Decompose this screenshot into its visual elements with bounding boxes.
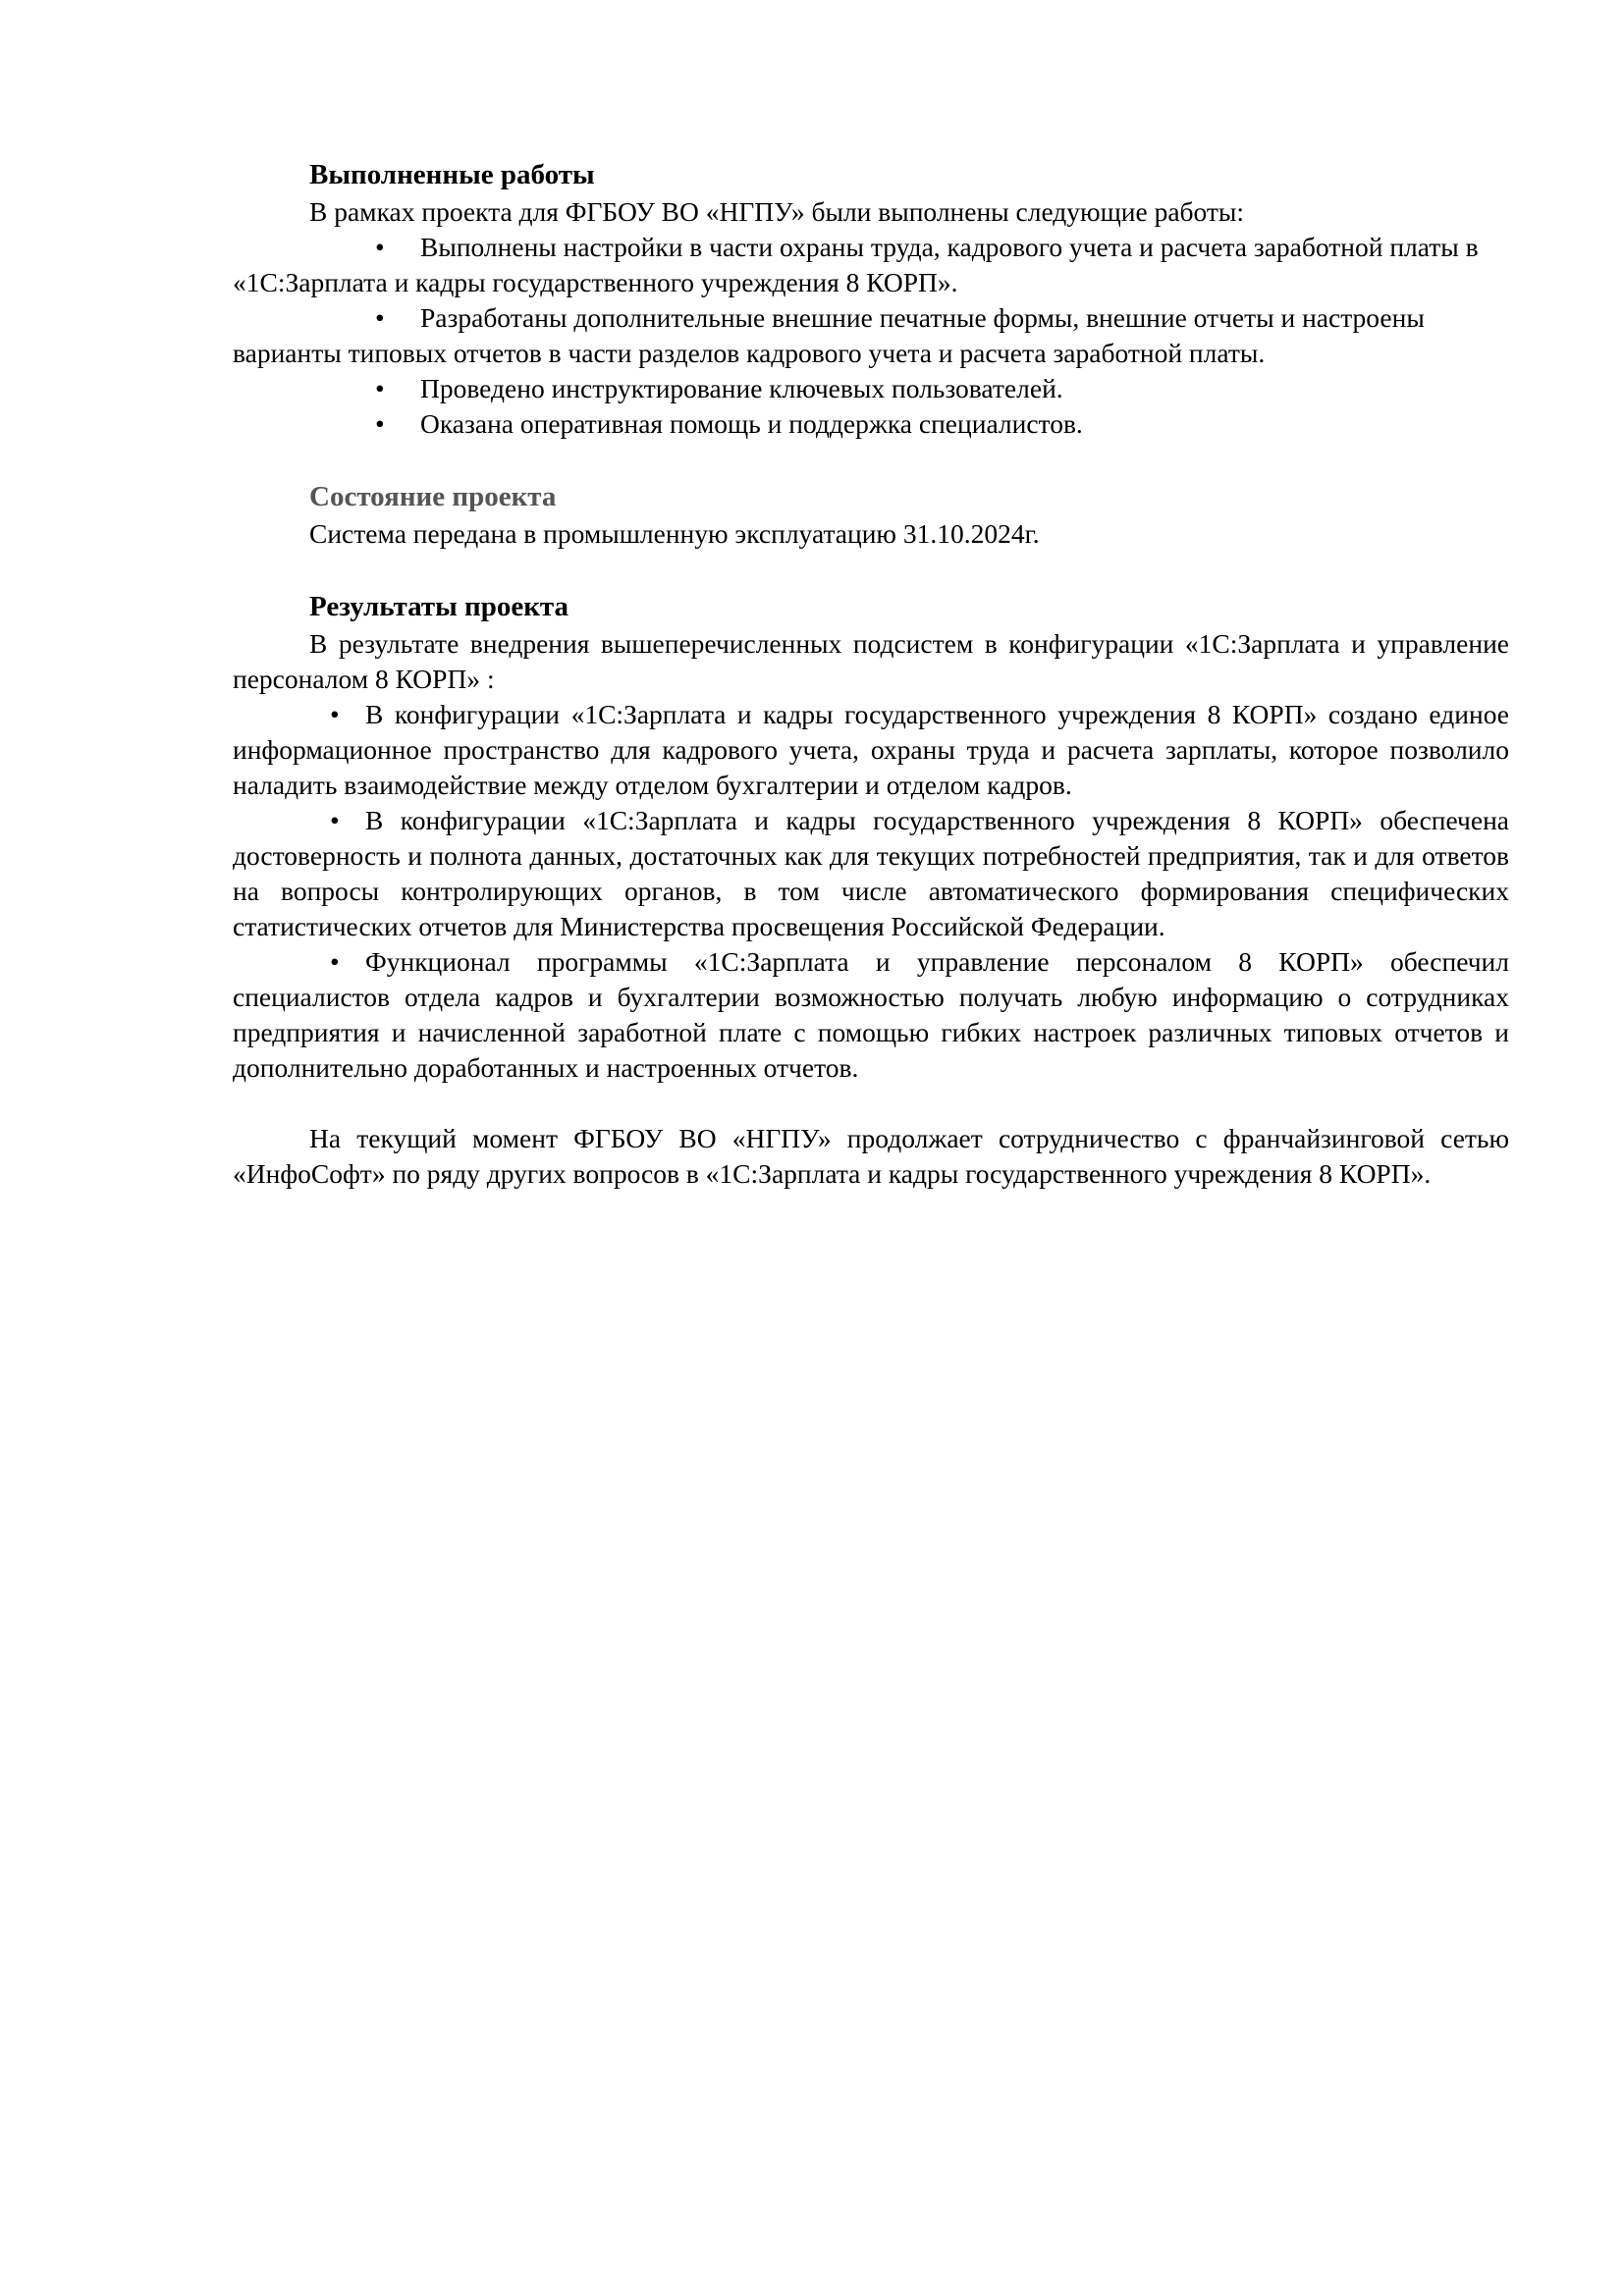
- list-item: [233, 944, 1509, 1086]
- bullet-icon: •: [330, 699, 340, 729]
- bullet-icon: •: [330, 946, 340, 977]
- works-heading: Выполненные работы: [309, 159, 595, 190]
- list-item: [233, 371, 1509, 406]
- list-item: [233, 406, 1509, 442]
- bullet-icon: •: [375, 408, 385, 439]
- list-item-text: В конфигурации «1С:Зарплата и кадры государственного учреждения 8 КОРП» создано единое информационное пространство для кадрового учета, охраны труда и расчета зарплаты, которое позволило наладить взаимодействие между отделом бухгалтерии и отделом кадров.: [233, 699, 1509, 800]
- bullet-icon: •: [330, 805, 340, 835]
- status-text: Система передана в промышленную эксплуатацию 31.10.2024г.: [309, 518, 1040, 549]
- status-section: [233, 477, 1509, 552]
- list-item-text: Выполнены настройки в части охраны труда, кадрового учета и расчета заработной платы в «1С:Зарплата и кадры государственного учреждения 8 КОРП».: [233, 232, 1479, 297]
- list-item-text: Проведено инструктирование ключевых пользователей.: [420, 373, 1063, 403]
- results-section: [233, 587, 1509, 1086]
- list-item-text: Разработаны дополнительные внешние печатные формы, внешние отчеты и настроены варианты типовых отчетов в части разделов кадрового учета и расчета заработной платы.: [233, 302, 1425, 368]
- works-section: [233, 155, 1509, 442]
- document-page: [233, 155, 1509, 1192]
- works-intro: В рамках проекта для ФГБОУ ВО «НГПУ» были выполнены следующие работы:: [309, 196, 1245, 227]
- results-intro: В результате внедрения вышеперечисленных подсистем в конфигурации «1С:Зарплата и управление персоналом 8 КОРП» :: [233, 628, 1509, 694]
- closing-paragraph: На текущий момент ФГБОУ ВО «НГПУ» продолжает сотрудничество с франчайзинговой сетью «ИнфоСофт» по ряду других вопросов в «1С:Зарплата и кадры государственного учреждения 8 КОРП».: [233, 1123, 1509, 1189]
- works-list: [233, 230, 1509, 442]
- list-item: [233, 300, 1509, 371]
- status-heading: Состояние проекта: [309, 481, 557, 512]
- list-item: [233, 803, 1509, 944]
- list-item-text: Функционал программы «1С:Зарплата и управление персоналом 8 КОРП» обеспечил специалистов отдела кадров и бухгалтерии возможностью получать любую информацию о сотрудниках предприятия и начисленной заработной плате с помощью гибких настроек различных типовых отчетов и дополнительно доработанных и настроенных отчетов.: [233, 946, 1509, 1083]
- results-heading: Результаты проекта: [309, 591, 569, 622]
- bullet-icon: •: [375, 232, 385, 262]
- list-item-text: В конфигурации «1С:Зарплата и кадры государственного учреждения 8 КОРП» обеспечена достоверность и полнота данных, достаточных как для текущих потребностей предприятия, так и для ответов на вопросы контролирующих органов, в том числе автоматического формирования специфических статистических отчетов для Министерства просвещения Российской Федерации.: [233, 805, 1509, 941]
- list-item-text: Оказана оперативная помощь и поддержка специалистов.: [420, 408, 1083, 439]
- bullet-icon: •: [375, 302, 385, 333]
- list-item: [233, 230, 1509, 300]
- bullet-icon: •: [375, 373, 385, 403]
- list-item: [233, 697, 1509, 803]
- results-list: [233, 697, 1509, 1086]
